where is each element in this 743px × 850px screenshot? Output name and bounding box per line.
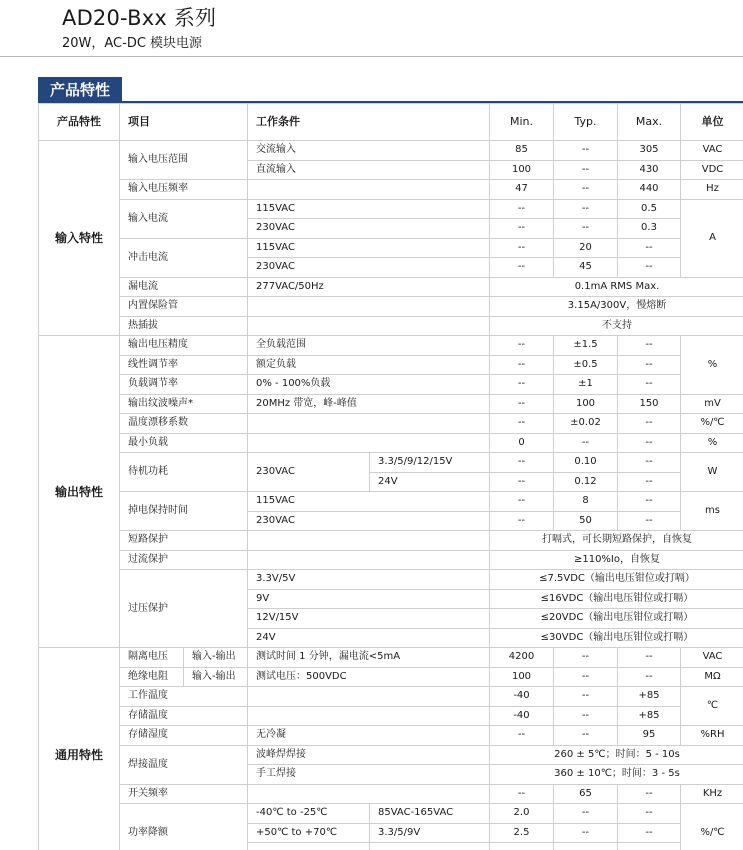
min-cell: 4200 — [490, 648, 554, 668]
col-header-condition: 工作条件 — [248, 104, 490, 141]
table-row — [39, 297, 743, 317]
unit-cell: %/℃ — [681, 804, 743, 850]
typ-cell: 8 — [554, 492, 618, 512]
max-cell: -- — [618, 784, 681, 804]
max-cell: -- — [618, 472, 681, 492]
item-label: 冲击电流 — [120, 238, 248, 277]
item-label: 输出电压精度 — [120, 336, 248, 356]
header-divider — [0, 56, 743, 57]
table-row — [39, 394, 743, 414]
item-label: 输出纹波噪声* — [120, 394, 248, 414]
item-label: 短路保护 — [120, 531, 248, 551]
typ-cell: -- — [554, 823, 618, 843]
min-cell: -- — [490, 492, 554, 512]
min-cell: 47 — [490, 180, 554, 200]
condition-cell — [248, 316, 490, 336]
max-cell: 95 — [618, 726, 681, 746]
item-label: 绝缘电阻 — [120, 667, 184, 687]
typ-cell: 65 — [554, 784, 618, 804]
item-sub-label: 输入-输出 — [184, 648, 248, 668]
typ-cell: -- — [554, 648, 618, 668]
sub-condition-cell: 3.3/5/9/12/15V — [370, 453, 490, 473]
typ-cell: 50 — [554, 511, 618, 531]
max-cell: -- — [618, 823, 681, 843]
condition-cell — [248, 784, 490, 804]
condition-cell: 波峰焊焊接 — [248, 745, 490, 765]
unit-cell: VDC — [681, 160, 743, 180]
min-cell: 100 — [490, 667, 554, 687]
max-cell: -- — [618, 375, 681, 395]
condition-cell: 额定负载 — [248, 355, 490, 375]
value-cell: 360 ± 10℃；时间：3 - 5s — [490, 765, 743, 785]
max-cell: -- — [618, 414, 681, 434]
table-row — [39, 433, 743, 453]
item-label: 输入电流 — [120, 199, 248, 238]
max-cell: 150 — [618, 394, 681, 414]
col-header-unit: 单位 — [681, 104, 743, 141]
max-cell: -- — [618, 355, 681, 375]
item-label: 过压保护 — [120, 570, 248, 648]
typ-cell: -- — [554, 160, 618, 180]
value-cell: 0.1mA RMS Max. — [490, 277, 743, 297]
typ-cell: -- — [554, 180, 618, 200]
table-header-row — [39, 104, 743, 141]
min-cell: 2.0 — [490, 804, 554, 824]
sub-condition-cell — [370, 843, 490, 850]
condition-cell: 测试电压：500VDC — [248, 667, 490, 687]
unit-cell: ℃ — [681, 687, 743, 726]
value-cell: ≤30VDC（输出电压钳位或打嗝） — [490, 628, 743, 648]
condition-cell: 115VAC — [248, 492, 490, 512]
condition-cell — [248, 433, 490, 453]
max-cell: 305 — [618, 141, 681, 161]
max-cell: -- — [618, 453, 681, 473]
min-cell: -- — [490, 355, 554, 375]
table-row — [39, 570, 743, 590]
table-row — [39, 531, 743, 551]
condition-cell — [248, 706, 490, 726]
value-cell: ≥110%Io，自恢复 — [490, 550, 743, 570]
category-general: 通用特性 — [39, 648, 120, 850]
item-label: 待机功耗 — [120, 453, 248, 492]
min-cell: 0 — [490, 433, 554, 453]
table-row — [39, 453, 743, 473]
condition-cell: 3.3V/5V — [248, 570, 490, 590]
item-label: 过流保护 — [120, 550, 248, 570]
condition-cell — [248, 180, 490, 200]
unit-cell: A — [681, 199, 743, 277]
typ-cell: -- — [554, 687, 618, 707]
item-label: 焊接温度 — [120, 745, 248, 784]
max-cell: +85 — [618, 706, 681, 726]
table-row — [39, 414, 743, 434]
table-row — [39, 238, 743, 258]
category-output: 输出特性 — [39, 336, 120, 648]
typ-cell: 100 — [554, 394, 618, 414]
min-cell: -40 — [490, 706, 554, 726]
max-cell: 0.3 — [618, 219, 681, 239]
condition-cell — [248, 843, 370, 850]
max-cell: +85 — [618, 687, 681, 707]
item-label: 隔离电压 — [120, 648, 184, 668]
max-cell: -- — [618, 492, 681, 512]
item-label: 开关频率 — [120, 784, 248, 804]
unit-cell: W — [681, 453, 743, 492]
min-cell: -- — [490, 199, 554, 219]
table-row — [39, 336, 743, 356]
condition-cell: 测试时间 1 分钟，漏电流<5mA — [248, 648, 490, 668]
typ-cell: 45 — [554, 258, 618, 278]
max-cell: 0.5 — [618, 199, 681, 219]
unit-cell: % — [681, 336, 743, 395]
table-row — [39, 648, 743, 668]
item-label: 热插拔 — [120, 316, 248, 336]
min-cell: 100 — [490, 160, 554, 180]
table-row — [39, 375, 743, 395]
col-header-item: 项目 — [120, 104, 248, 141]
condition-cell: 手工焊接 — [248, 765, 490, 785]
value-cell: 3.15A/300V，慢熔断 — [490, 297, 743, 317]
condition-cell: 9V — [248, 589, 490, 609]
typ-cell: -- — [554, 726, 618, 746]
min-cell: -- — [490, 219, 554, 239]
unit-cell: KHz — [681, 784, 743, 804]
spec-table — [38, 103, 743, 850]
condition-cell: 0% - 100%负载 — [248, 375, 490, 395]
condition-cell: +50℃ to +70℃ — [248, 823, 370, 843]
min-cell: -- — [490, 472, 554, 492]
max-cell: -- — [618, 258, 681, 278]
item-label: 掉电保持时间 — [120, 492, 248, 531]
condition-cell: 20MHz 带宽，峰-峰值 — [248, 394, 490, 414]
typ-cell: -- — [554, 433, 618, 453]
item-label: 温度漂移系数 — [120, 414, 248, 434]
unit-cell: %/℃ — [681, 414, 743, 434]
table-row — [39, 316, 743, 336]
unit-cell: mV — [681, 394, 743, 414]
max-cell: 430 — [618, 160, 681, 180]
condition-cell: 24V — [248, 628, 490, 648]
unit-cell: ms — [681, 492, 743, 531]
min-cell: -- — [490, 784, 554, 804]
condition-cell — [248, 414, 490, 434]
col-header-max: Max. — [618, 104, 681, 141]
table-row — [39, 706, 743, 726]
min-cell: -- — [490, 375, 554, 395]
col-header-min: Min. — [490, 104, 554, 141]
max-cell: -- — [618, 238, 681, 258]
condition-cell: 230VAC — [248, 453, 370, 492]
table-row — [39, 687, 743, 707]
typ-cell — [554, 843, 618, 850]
condition-cell: 全负载范围 — [248, 336, 490, 356]
condition-cell — [248, 550, 490, 570]
condition-cell: 115VAC — [248, 238, 490, 258]
item-sub-label: 输入-输出 — [184, 667, 248, 687]
unit-cell: VAC — [681, 648, 743, 668]
item-label: 存储湿度 — [120, 726, 248, 746]
item-label: 负载调节率 — [120, 375, 248, 395]
typ-cell: ±1 — [554, 375, 618, 395]
condition-cell: 230VAC — [248, 219, 490, 239]
typ-cell: -- — [554, 141, 618, 161]
min-cell: -- — [490, 414, 554, 434]
min-cell: 2.5 — [490, 823, 554, 843]
typ-cell: 0.12 — [554, 472, 618, 492]
condition-cell — [248, 531, 490, 551]
section-tab: 产品特性 — [38, 77, 122, 102]
condition-cell — [248, 687, 490, 707]
max-cell: -- — [618, 433, 681, 453]
condition-cell: -40℃ to -25℃ — [248, 804, 370, 824]
condition-cell: 230VAC — [248, 511, 490, 531]
typ-cell: -- — [554, 804, 618, 824]
table-row — [39, 667, 743, 687]
min-cell: -- — [490, 453, 554, 473]
max-cell: -- — [618, 511, 681, 531]
document-title: AD20-Bxx 系列 — [62, 6, 217, 30]
min-cell: -- — [490, 394, 554, 414]
table-row — [39, 550, 743, 570]
min-cell: -- — [490, 238, 554, 258]
min-cell — [490, 843, 554, 850]
value-cell: 打嗝式，可长期短路保护，自恢复 — [490, 531, 743, 551]
table-row — [39, 355, 743, 375]
value-cell: 不支持 — [490, 316, 743, 336]
typ-cell: ±1.5 — [554, 336, 618, 356]
typ-cell: ±0.5 — [554, 355, 618, 375]
col-header-typ: Typ. — [554, 104, 618, 141]
typ-cell: ±0.02 — [554, 414, 618, 434]
item-label: 漏电流 — [120, 277, 248, 297]
condition-cell — [248, 297, 490, 317]
item-label: 内置保险管 — [120, 297, 248, 317]
unit-cell: VAC — [681, 141, 743, 161]
unit-cell: MΩ — [681, 667, 743, 687]
item-label: 工作温度 — [120, 687, 248, 707]
value-cell: ≤7.5VDC（输出电压钳位或打嗝） — [490, 570, 743, 590]
condition-cell: 交流输入 — [248, 141, 490, 161]
item-label: 存储温度 — [120, 706, 248, 726]
condition-cell: 277VAC/50Hz — [248, 277, 490, 297]
document-subtitle: 20W，AC-DC 模块电源 — [62, 36, 203, 51]
min-cell: -40 — [490, 687, 554, 707]
col-header-category: 产品特性 — [39, 104, 120, 141]
value-cell: ≤16VDC（输出电压钳位或打嗝） — [490, 589, 743, 609]
item-label: 线性调节率 — [120, 355, 248, 375]
min-cell: -- — [490, 258, 554, 278]
condition-cell: 230VAC — [248, 258, 490, 278]
typ-cell: -- — [554, 199, 618, 219]
unit-cell: %RH — [681, 726, 743, 746]
condition-cell: 115VAC — [248, 199, 490, 219]
typ-cell: -- — [554, 706, 618, 726]
max-cell: -- — [618, 804, 681, 824]
table-row — [39, 492, 743, 512]
max-cell: -- — [618, 667, 681, 687]
typ-cell: 20 — [554, 238, 618, 258]
value-cell: ≤20VDC（输出电压钳位或打嗝） — [490, 609, 743, 629]
max-cell: -- — [618, 648, 681, 668]
category-input: 输入特性 — [39, 141, 120, 336]
table-row — [39, 745, 743, 765]
unit-cell: % — [681, 433, 743, 453]
item-label: 功率降额 — [120, 804, 248, 850]
table-row — [39, 180, 743, 200]
min-cell: -- — [490, 511, 554, 531]
condition-cell: 无冷凝 — [248, 726, 490, 746]
unit-cell: Hz — [681, 180, 743, 200]
condition-cell: 直流输入 — [248, 160, 490, 180]
typ-cell: 0.10 — [554, 453, 618, 473]
value-cell: 260 ± 5℃；时间：5 - 10s — [490, 745, 743, 765]
sub-condition-cell: 85VAC-165VAC — [370, 804, 490, 824]
condition-cell: 12V/15V — [248, 609, 490, 629]
sub-condition-cell: 24V — [370, 472, 490, 492]
item-label: 输入电压频率 — [120, 180, 248, 200]
sub-condition-cell: 3.3/5/9V — [370, 823, 490, 843]
min-cell: -- — [490, 336, 554, 356]
table-row — [39, 784, 743, 804]
table-row — [39, 804, 743, 824]
table-row — [39, 726, 743, 746]
item-label: 输入电压范围 — [120, 141, 248, 180]
max-cell: -- — [618, 336, 681, 356]
max-cell: 440 — [618, 180, 681, 200]
min-cell: 85 — [490, 141, 554, 161]
table-row — [39, 141, 743, 161]
min-cell: -- — [490, 726, 554, 746]
table-row — [39, 277, 743, 297]
typ-cell: -- — [554, 667, 618, 687]
item-label: 最小负载 — [120, 433, 248, 453]
table-row — [39, 199, 743, 219]
max-cell — [618, 843, 681, 850]
typ-cell: -- — [554, 219, 618, 239]
